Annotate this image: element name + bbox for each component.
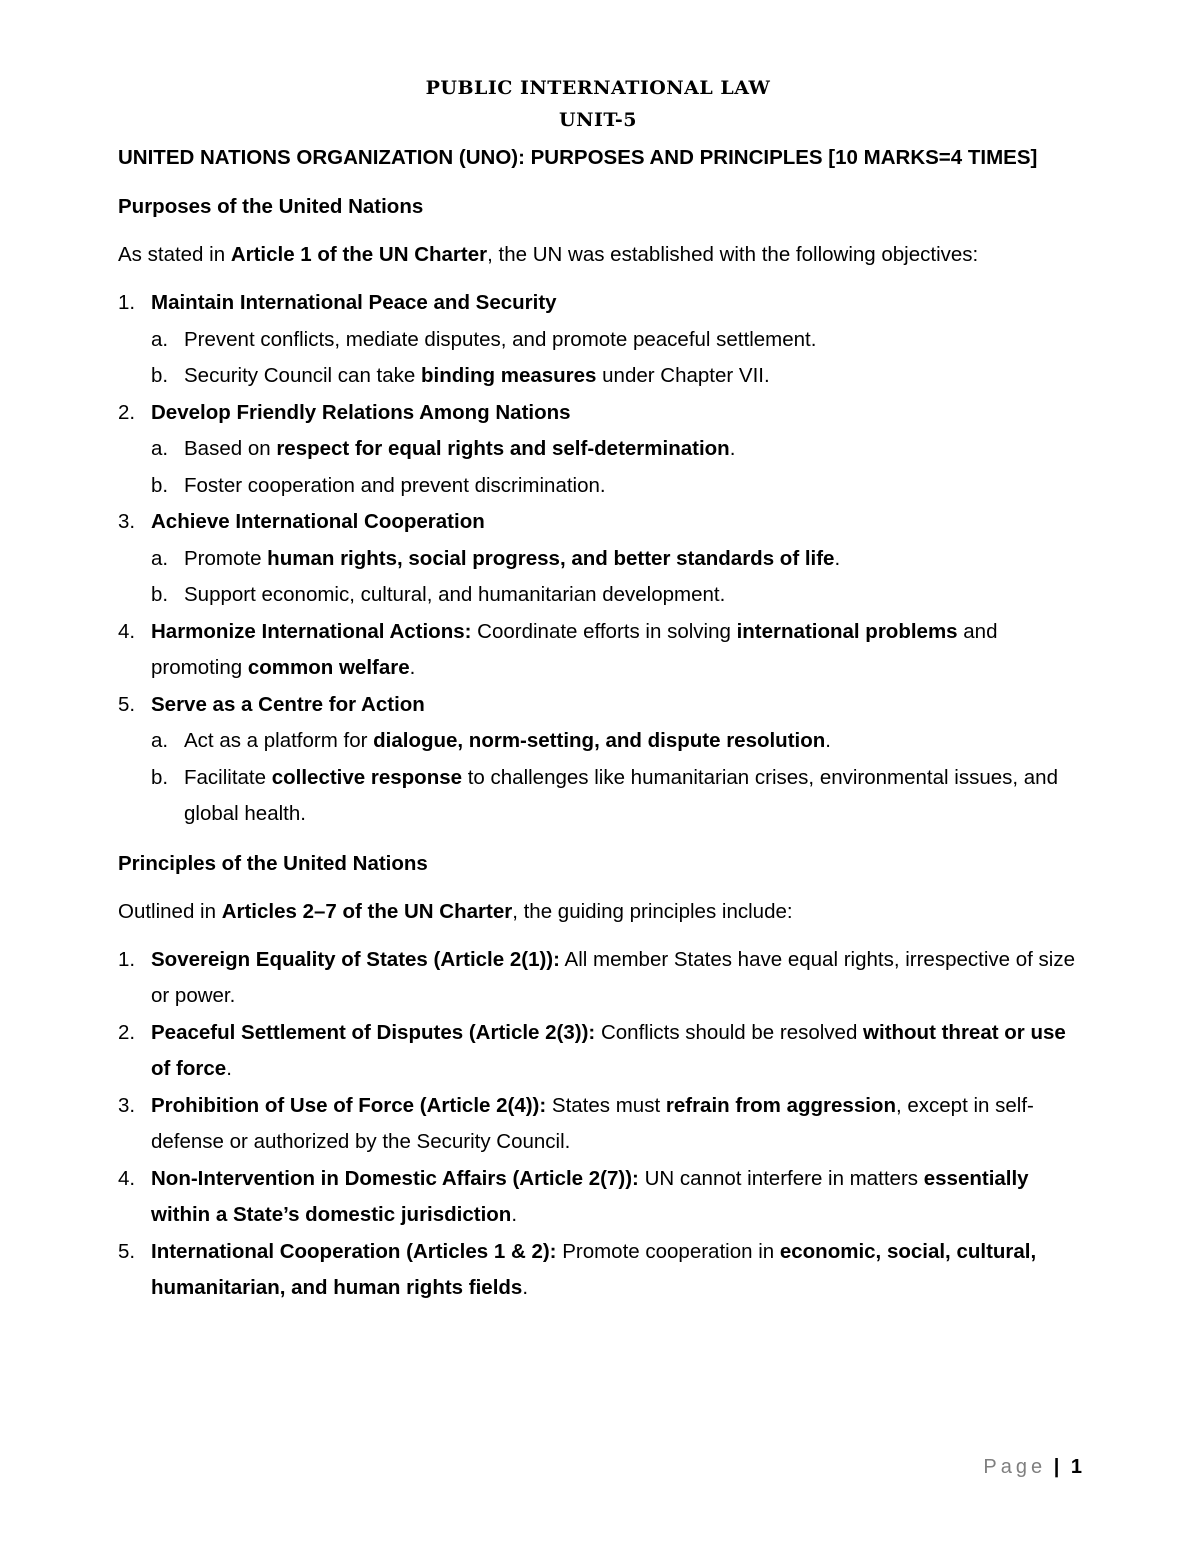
sub-list-item	[151, 322, 1078, 359]
list-item-text: Coordinate efforts in solving	[471, 619, 737, 643]
list-item-text: UN cannot interfere in matters	[638, 1166, 924, 1190]
principles-list	[118, 942, 1078, 1307]
list-item-number: 2.	[118, 1020, 136, 1044]
list-item-body	[151, 1021, 1066, 1081]
list-item-number: 4.	[118, 1166, 136, 1190]
list-item-text: .	[226, 1057, 232, 1080]
list-item-bold-text: Non-Intervention in Domestic Affairs (Article 2(7)):	[151, 1166, 639, 1190]
list-item-text: , except in self-defense or authorized by the Security Council.	[151, 1093, 1034, 1153]
sub-list-item	[151, 541, 1078, 578]
list-item-bold-text: Harmonize International Actions:	[151, 619, 472, 643]
list-item-body	[151, 291, 557, 314]
list-item	[118, 1161, 1078, 1234]
sub-list-item-text: Based on	[184, 437, 277, 460]
sub-list-item-bold-text: collective response	[271, 765, 463, 789]
list-item-text: Promote cooperation in	[556, 1239, 780, 1263]
list-item	[118, 1088, 1078, 1161]
sub-list-item	[151, 468, 1078, 505]
list-item-body	[151, 620, 997, 680]
list-item	[118, 395, 1078, 505]
list-item-text: States must	[546, 1093, 666, 1117]
list-item-bold-text: international problems	[736, 619, 958, 643]
sub-list-item-text: .	[825, 729, 831, 752]
sub-list-letter: a.	[151, 437, 169, 460]
sub-list-item-text: Act as a platform for	[184, 729, 374, 752]
sub-list	[151, 431, 1078, 504]
list-item-number: 3.	[118, 1093, 136, 1117]
list-item	[118, 1015, 1078, 1088]
list-item	[118, 504, 1078, 614]
list-item-number: 4.	[118, 619, 136, 643]
list-item	[118, 1234, 1078, 1307]
list-item-number: 2.	[118, 400, 136, 424]
list-item-text: .	[409, 656, 416, 679]
list-item-text: and promoting	[151, 619, 998, 679]
page-label: Page	[983, 1456, 1047, 1478]
list-item-bold-text: Prohibition of Use of Force (Article 2(4)):	[151, 1093, 547, 1117]
list-item-body	[151, 948, 1075, 1008]
sub-list-item	[151, 577, 1078, 614]
sub-list-item-text: Promote	[184, 546, 268, 570]
sub-list-item-text: Security Council can take	[184, 364, 422, 387]
intro-text: Outlined in	[118, 899, 222, 923]
list-item-text: .	[511, 1203, 518, 1226]
list-item-bold-text: common welfare	[247, 656, 410, 679]
sub-list-item	[151, 431, 1078, 468]
page-number: 1	[1070, 1456, 1082, 1478]
list-item-bold-text: Serve as a Centre for Action	[151, 692, 425, 716]
intro-text: , the guiding principles include:	[512, 899, 793, 923]
sub-list-item	[151, 723, 1078, 760]
sub-list-item	[151, 358, 1078, 395]
sub-list-item-bold-text: dialogue, norm-setting, and dispute resolution	[373, 729, 826, 752]
intro-text: , the UN was established with the following objectives:	[487, 243, 979, 266]
sub-list-item-text: Prevent conflicts, mediate disputes, and promote peaceful settlement.	[184, 327, 817, 351]
list-item-bold-text: without threat or use of force	[151, 1020, 1066, 1080]
list-item-bold-text: Develop Friendly Relations Among Nations	[151, 400, 571, 424]
list-item-bold-text: essentially within a State’s domestic jurisdiction	[151, 1166, 1029, 1226]
sub-list	[151, 723, 1078, 833]
sub-list-letter: b.	[151, 765, 169, 789]
sub-list-letter: b.	[151, 473, 169, 497]
sub-list-item-text: .	[729, 437, 736, 460]
sub-list-item-text: to challenges like humanitarian crises, environmental issues, and global health.	[184, 765, 1058, 825]
document-title: PUBLIC INTERNATIONAL LAW	[425, 77, 771, 99]
unit-title: UNIT-5	[559, 109, 637, 131]
sub-list-item-text: Facilitate	[184, 765, 272, 789]
list-item-text: .	[522, 1276, 529, 1299]
list-item-bold-text: Peaceful Settlement of Disputes (Article 2(3)):	[151, 1020, 596, 1044]
sub-list-item-bold-text: binding measures	[421, 364, 597, 387]
list-item-number: 3.	[118, 510, 136, 533]
principles-intro	[118, 893, 1078, 930]
list-item-number: 1.	[118, 947, 136, 971]
list-item-bold-text: Maintain International Peace and Security	[151, 291, 557, 314]
list-item-bold-text: refrain from aggression	[665, 1093, 896, 1117]
list-item-number: 1.	[118, 291, 136, 314]
sub-list-letter: b.	[151, 364, 169, 387]
sub-list-item-bold-text: respect for equal rights and self-determination	[276, 437, 730, 460]
principles-heading: Principles of the United Nations	[118, 851, 428, 875]
list-item-body	[151, 401, 571, 424]
list-item-bold-text: economic, social, cultural, humanitarian, and human rights fields	[151, 1239, 1037, 1299]
sub-list-item-text: under Chapter VII.	[596, 364, 770, 387]
purposes-list	[118, 285, 1078, 833]
sub-list-item-text: Foster cooperation and prevent discrimination.	[184, 473, 606, 497]
list-item-body	[151, 1167, 1029, 1227]
page-footer	[983, 1456, 1082, 1479]
sub-list-item-bold-text: human rights, social progress, and better standards of life	[267, 546, 835, 570]
page-content	[118, 72, 1078, 1307]
list-item-bold-text: Achieve International Cooperation	[151, 510, 485, 533]
main-heading: UNITED NATIONS ORGANIZATION (UNO): PURPOSES AND PRINCIPLES [10 MARKS=4 TIMES]	[118, 146, 1038, 169]
sub-list-item-text: Support economic, cultural, and humanitarian development.	[184, 583, 726, 606]
sub-list-item-text: .	[834, 546, 841, 570]
list-item	[118, 942, 1078, 1015]
list-item	[118, 285, 1078, 395]
list-item-body	[151, 693, 425, 716]
sub-list-letter: a.	[151, 546, 169, 570]
sub-list-letter: a.	[151, 327, 169, 351]
list-item-text: All member States have equal rights, irrespective of size or power.	[151, 947, 1075, 1007]
list-item-text: Conflicts should be resolved	[595, 1020, 864, 1044]
list-item-number: 5.	[118, 1239, 136, 1263]
list-item-body	[151, 1240, 1036, 1300]
list-item	[118, 614, 1078, 687]
intro-bold-text: Article 1 of the UN Charter	[230, 243, 488, 266]
list-item-number: 5.	[118, 692, 136, 716]
list-item-body	[151, 510, 485, 533]
page-separator: |	[1053, 1456, 1060, 1478]
sub-list-item	[151, 760, 1078, 833]
sub-list-letter: b.	[151, 583, 169, 606]
list-item-bold-text: International Cooperation (Articles 1 & 2):	[151, 1239, 557, 1263]
purposes-intro	[118, 236, 1078, 273]
list-item-bold-text: Sovereign Equality of States (Article 2(1)):	[151, 947, 560, 971]
list-item	[118, 687, 1078, 833]
intro-bold-text: Articles 2–7 of the UN Charter	[221, 899, 513, 923]
list-item-body	[151, 1094, 1034, 1154]
purposes-heading: Purposes of the United Nations	[118, 195, 424, 218]
intro-text: As stated in	[118, 243, 231, 266]
sub-list-letter: a.	[151, 729, 169, 752]
sub-list	[151, 541, 1078, 614]
sub-list	[151, 322, 1078, 395]
